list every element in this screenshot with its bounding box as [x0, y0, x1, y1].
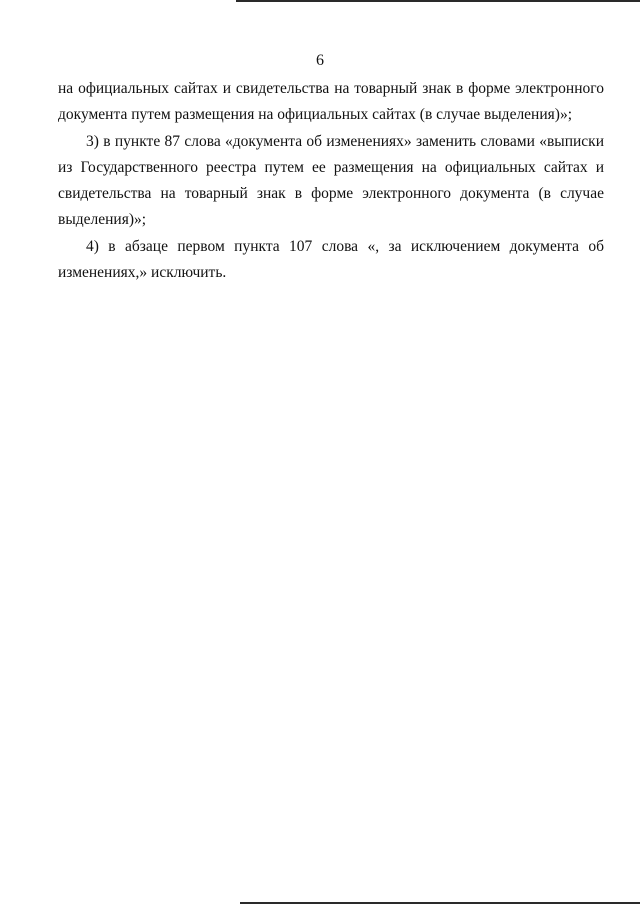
- scan-edge-line-top: [236, 0, 640, 2]
- paragraph-item-3: 3) в пункте 87 слова «документа об изменениях» заменить словами «выписки из Государственного реестра путем ее размещения на официальных сайтах и свидетельства на товарный знак в форме электронного документа (в случае выделения)»;: [58, 132, 604, 229]
- scan-edge-line-bottom: [240, 902, 640, 904]
- document-body: [58, 76, 604, 286]
- paragraph-item-4: 4) в абзаце первом пункта 107 слова «, за исключением документа об изменениях,» исключить.: [58, 237, 604, 282]
- page-number: 6: [316, 52, 324, 69]
- paragraph-continuation: на официальных сайтах и свидетельства на товарный знак в форме электронного документа путем размещения на официальных сайтах (в случае выделения)»;: [58, 80, 604, 124]
